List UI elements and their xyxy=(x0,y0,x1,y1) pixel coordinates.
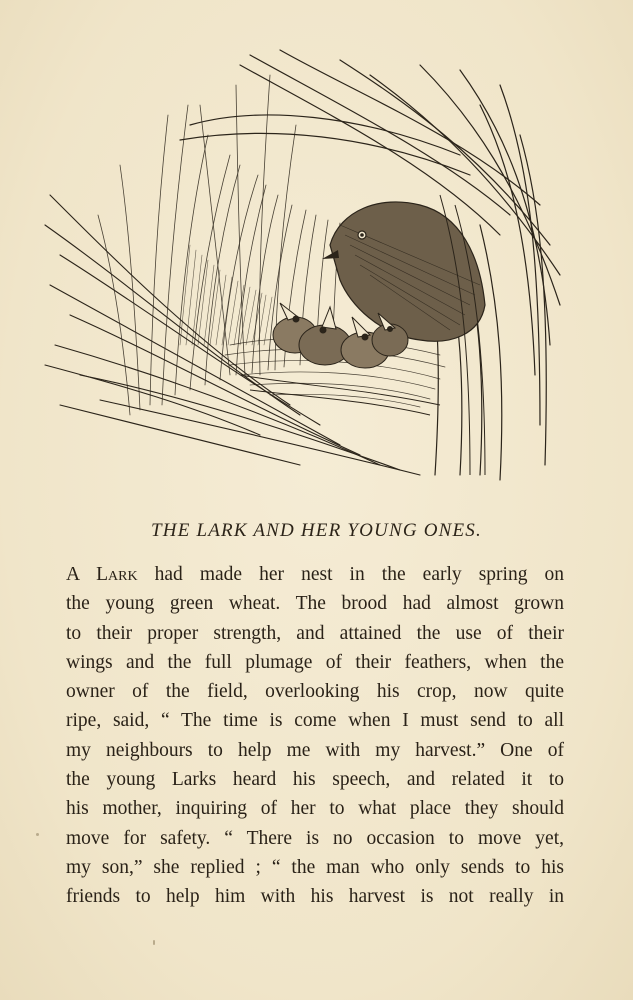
text-line: his mother, inquiring of her to what place they should xyxy=(66,798,564,820)
text-line: owner of the field, overlooking his crop, now quite xyxy=(66,681,564,703)
text-line: ripe, said, “ The time is come when I must send to all xyxy=(66,710,564,732)
paper-speck xyxy=(153,940,155,945)
text-line: move for safety. “ There is no occasion to move yet, xyxy=(66,827,564,849)
paper-speck xyxy=(36,833,39,836)
text-line: my son,” she replied ; “ the man who only sends to his xyxy=(66,856,564,878)
text-line: to their proper strength, and attained the use of their xyxy=(66,622,564,644)
text-line: friends to help him with his harvest is not really in xyxy=(66,886,564,908)
lark-nest-illustration xyxy=(40,45,600,485)
story-title: THE LARK AND HER YOUNG ONES. xyxy=(151,520,482,541)
text-line: the young green wheat. The brood had almost grown xyxy=(66,593,564,615)
small-caps-word: Lark xyxy=(96,564,138,585)
text-line: the young Larks heard his speech, and related it to xyxy=(66,769,564,791)
text-line: A Lark had made her nest in the early spring on xyxy=(66,564,565,585)
text-line: wings and the full plumage of their feathers, when the xyxy=(66,651,564,673)
text-line: my neighbours to help me with my harvest.” One of xyxy=(66,739,564,761)
adult-lark-figure xyxy=(322,202,485,341)
story-body xyxy=(66,560,564,912)
